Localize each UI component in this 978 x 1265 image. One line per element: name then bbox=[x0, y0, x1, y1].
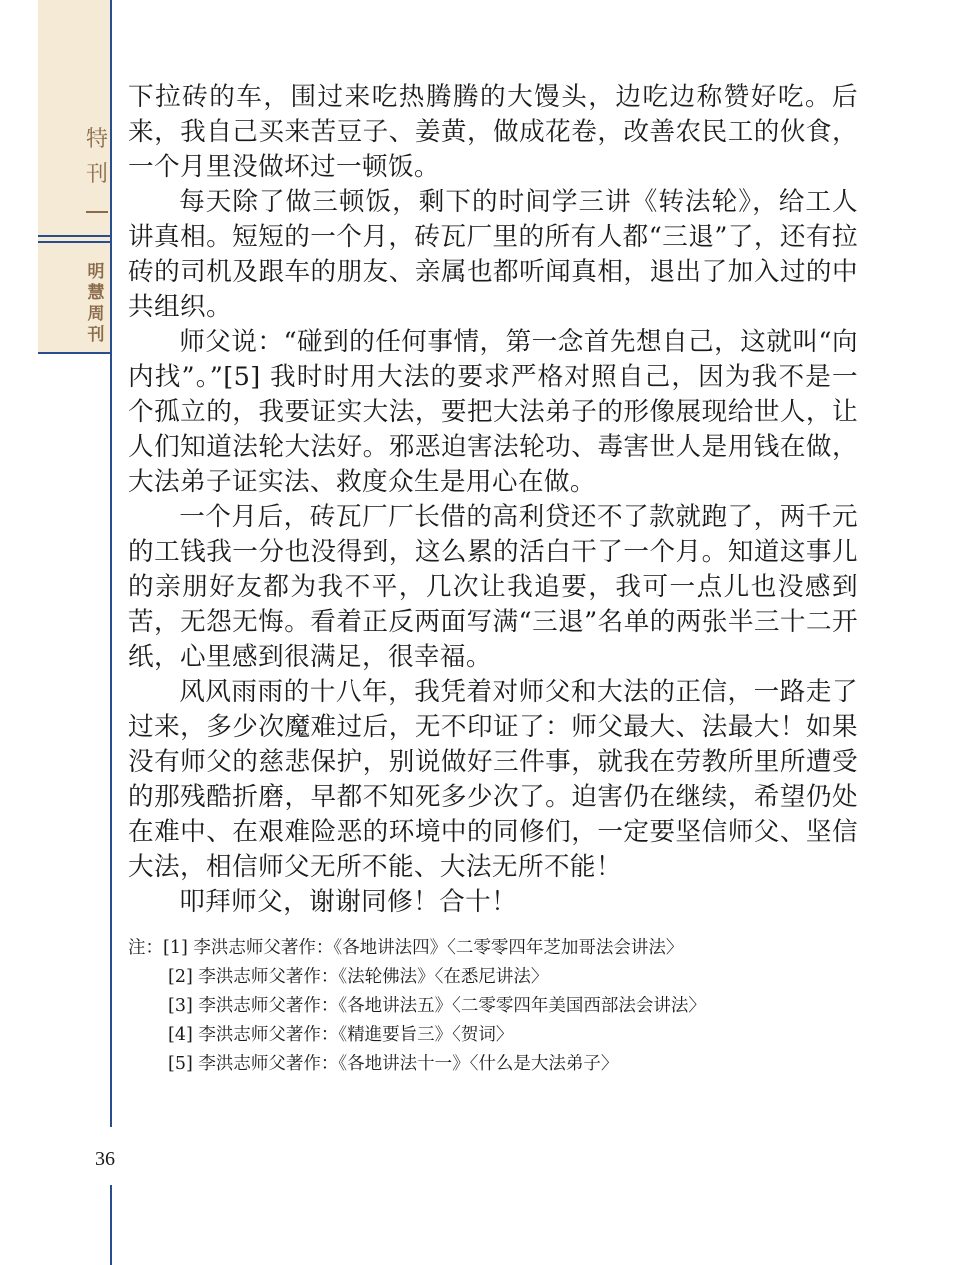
sidebar-tab-border bbox=[38, 352, 110, 354]
publication-name-char: 周 bbox=[87, 304, 105, 324]
footnote-label: 注： bbox=[128, 938, 163, 958]
publication-name-char: 明 bbox=[87, 262, 105, 282]
paragraph: 一个月后，砖瓦厂厂长借的高利贷还不了款就跑了，两千元的工钱我一分也没得到，这么累的活白干了一个月。知道这事儿的亲朋好友都为我不平，几次让我追要，我可一点儿也没感到苦，无怨无悔。看着正反两面写满“三退”名单的两张半三十二开纸，心里感到很满足，很幸福。 bbox=[128, 502, 858, 672]
page-number: 36 bbox=[95, 1148, 115, 1170]
footnote-item: [5] 李洪志师父著作：《各地讲法十一》〈什么是大法弟子〉 bbox=[168, 1054, 619, 1074]
paragraph: 叩拜师父，谢谢同修！合十！ bbox=[179, 887, 518, 917]
margin-rule-lower bbox=[110, 1185, 112, 1265]
footnote-item: [4] 李洪志师父著作：《精進要旨三》〈贺词〉 bbox=[168, 1025, 514, 1045]
paragraph: 风风雨雨的十八年，我凭着对师父和大法的正信，一路走了过来，多少次魔难过后，无不印证了：师父最大、法最大！如果没有师父的慈悲保护，别说做好三件事，就我在劳教所里所遭受的那残酷折磨，早都不知死多少次了。迫害仍在继续，希望仍处在难中、在艰难险恶的环境中的同修们，一定要坚信师父、坚信大法，相信师父无所不能、大法无所不能！ bbox=[128, 677, 858, 882]
section-title-char: 特 bbox=[85, 127, 108, 152]
section-title-char: 刊 bbox=[85, 162, 108, 187]
paragraph: 师父说：“碰到的任何事情，第一念首先想自己，这就叫“向内找”。”[5] 我时时用大法的要求严格对照自己，因为我不是一个孤立的，我要证实大法，要把大法弟子的形像展现给世人，让人们知道法轮大法好。邪恶迫害法轮功、毒害世人是用钱在做，大法弟子证实法、救度众生是用心在做。 bbox=[128, 327, 858, 497]
publication-name-char: 慧 bbox=[87, 283, 105, 303]
footnote-text: [1] 李洪志师父著作：《各地讲法四》〈二零零四年芝加哥法会讲法〉 bbox=[163, 938, 684, 958]
section-divider-line bbox=[38, 235, 110, 237]
section-title-dash bbox=[86, 211, 108, 213]
paragraph: 下拉砖的车，围过来吃热腾腾的大馒头，边吃边称赞好吃。后来，我自己买来苦豆子、姜黄，做成花卷，改善农民工的伙食，一个月里没做坏过一顿饭。 bbox=[128, 82, 858, 182]
publication-name-char: 刊 bbox=[87, 325, 105, 345]
footnote-item bbox=[128, 934, 868, 963]
paragraph: 每天除了做三顿饭，剩下的时间学三讲《转法轮》，给工人讲真相。短短的一个月，砖瓦厂里的所有人都“三退”了，还有拉砖的司机及跟车的朋友、亲属也都听闻真相，退出了加入过的中共组织。 bbox=[128, 187, 858, 322]
footnote-item: [3] 李洪志师父著作：《各地讲法五》〈二零零四年美国西部法会讲法〉 bbox=[168, 996, 706, 1016]
margin-rule bbox=[110, 0, 112, 1127]
footnotes bbox=[128, 934, 868, 1079]
article-body bbox=[128, 80, 858, 920]
section-divider-line bbox=[38, 241, 110, 243]
footnote-item: [2] 李洪志师父著作：《法轮佛法》〈在悉尼讲法〉 bbox=[168, 967, 549, 987]
